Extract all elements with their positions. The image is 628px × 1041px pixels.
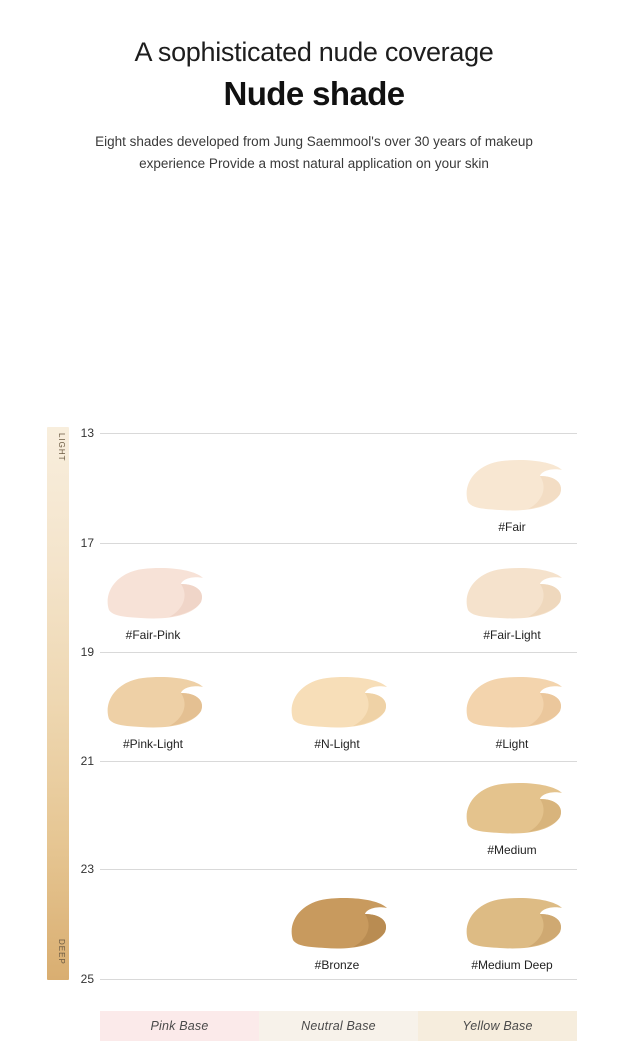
shade-swatch-medium-deep[interactable] [447,892,577,972]
shade-label: #Fair [498,520,526,535]
scale-label-deep: DEEP [57,939,66,965]
page-description: Eight shades developed from Jung Saemmool's over 30 years of makeup experience Provide a most natural application on your skin [95,134,533,172]
shade-swatch-n-light[interactable] [272,671,402,751]
ytick-23: 23 [80,862,94,877]
shade-swatch-medium[interactable] [447,777,577,857]
swatch-smear-icon [456,777,568,839]
gridline-17 [100,543,577,544]
base-legend [100,1011,577,1041]
swatch-smear-icon [281,671,393,733]
gridline-23 [100,869,577,870]
legend-yellow-base: Yellow Base [418,1011,577,1041]
swatch-smear-icon [97,671,209,733]
swatch-smear-icon [456,454,568,516]
legend-pink-base: Pink Base [100,1011,259,1041]
shade-label: #Light [495,737,529,752]
swatch-smear-icon [97,562,209,624]
header [0,0,628,175]
page-subtitle: Nude shade [223,74,405,112]
depth-gradient-bar [47,427,69,980]
shade-swatch-light[interactable] [447,671,577,751]
shade-swatch-pink-light[interactable] [88,671,218,751]
shade-label: #Bronze [314,958,360,973]
swatch-smear-icon [456,892,568,954]
ytick-13: 13 [80,426,94,441]
gridline-19 [100,652,577,653]
swatch-smear-icon [456,671,568,733]
scale-label-light: LIGHT [57,433,66,462]
ytick-25: 25 [80,972,94,987]
shade-swatch-bronze[interactable] [272,892,402,972]
shade-label: #Medium Deep [471,958,553,973]
ytick-17: 17 [80,536,94,551]
shade-label: #N-Light [314,737,360,752]
gridline-25 [100,979,577,980]
swatch-smear-icon [456,562,568,624]
shade-swatch-fair[interactable] [447,454,577,534]
gridline-13 [100,433,577,434]
ytick-21: 21 [80,754,94,769]
ytick-19: 19 [80,645,94,660]
shade-label: #Pink-Light [122,737,184,752]
swatch-smear-icon [281,892,393,954]
shade-label: #Fair-Light [483,628,541,643]
gridline-21 [100,761,577,762]
shade-label: #Medium [487,843,537,858]
legend-neutral-base: Neutral Base [259,1011,418,1041]
page-title: A sophisticated nude coverage [134,37,494,67]
shade-label: #Fair-Pink [125,628,181,643]
shade-swatch-fair-light[interactable] [447,562,577,642]
shade-swatch-fair-pink[interactable] [88,562,218,642]
shade-chart [0,199,628,1034]
